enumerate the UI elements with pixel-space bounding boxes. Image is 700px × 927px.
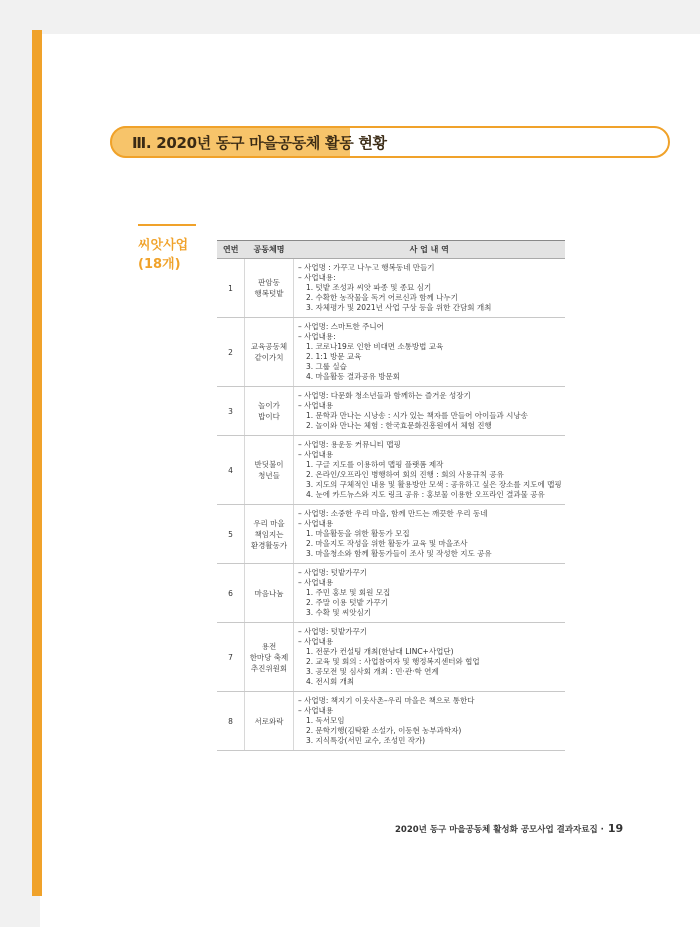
description-heading: – 사업명: 책지기 이웃사촌–우리 마을은 책으로 통한다 (298, 696, 475, 705)
page-number: 19 (607, 822, 624, 835)
community-name (245, 505, 294, 564)
table-row (217, 692, 565, 751)
row-number: 1 (217, 259, 245, 318)
description-item: 3. 지도의 구체적인 내용 및 활용방안 모색 : 공유하고 싶은 장소를 지도에 맵핑 (306, 480, 562, 489)
description-item: 4. 마을활동 결과공유 방문회 (306, 372, 401, 381)
row-number: 8 (217, 692, 245, 751)
description-item: 1. 독서모임 (306, 716, 345, 725)
description-item: 2. 마을지도 작성을 위한 활동가 교육 및 마을조사 (306, 539, 468, 548)
description-item: 2. 수확한 농작물을 독거 어르신과 함께 나누기 (306, 293, 458, 302)
page-footer (395, 822, 623, 835)
description-item: 1. 구글 지도를 이용하여 맵핑 플랫폼 제작 (306, 460, 444, 469)
community-name-line: 한마당 축제 (249, 652, 289, 662)
community-name-line: 마음나눔 (254, 588, 284, 598)
description-item: 4. 전시회 개최 (306, 677, 355, 686)
table-header-row (217, 241, 565, 259)
activity-description (294, 564, 566, 623)
community-name-line: 행복텃밭 (254, 289, 284, 298)
description-item: 1. 문학과 만나는 시낭송 : 시가 있는 책자를 만들어 아이들과 시낭송 (306, 411, 528, 420)
description-item: 1. 주민 홍보 및 회원 모집 (306, 588, 391, 597)
description-item: 3. 지식특강(서민 교수, 조성민 작가) (306, 736, 426, 745)
category-count: (18개) (138, 257, 181, 272)
description-heading: – 사업내용: (298, 332, 336, 341)
description-item: 3. 수확 및 씨앗심기 (306, 608, 372, 617)
table-row (217, 318, 565, 387)
side-accent-bar (32, 30, 42, 896)
description-item: 2. 놀이와 만나는 체험 : 한국효문화진흥원에서 체험 진행 (306, 421, 492, 430)
header-name: 공동체명 (245, 241, 294, 259)
description-heading: – 사업내용: (298, 273, 336, 282)
community-name (245, 318, 294, 387)
description-item: 2. 교육 및 회의 : 사업참여자 및 행정복지센터와 협업 (306, 657, 480, 666)
table-row (217, 623, 565, 692)
community-name-line: 반딧불이 (254, 460, 284, 469)
section-title-text: Ⅲ. 2020년 동구 마을공동체 활동 현황 (132, 134, 387, 152)
description-item: 3. 그룹 실습 (306, 362, 347, 371)
table-row (217, 564, 565, 623)
header-desc: 사 업 내 역 (294, 241, 566, 259)
description-item: 1. 전문가 컨설팅 개최(한남대 LINC+사업단) (306, 647, 454, 656)
community-name-line: 놀이가 (258, 401, 280, 410)
activity-description (294, 387, 566, 436)
activity-description (294, 623, 566, 692)
description-item: 1. 마을활동을 위한 활동가 모집 (306, 529, 410, 538)
community-name-line: 환경활동가 (250, 540, 288, 550)
description-heading: – 사업명 : 가꾸고 나누고 행복동네 만들기 (298, 263, 435, 272)
section-title (110, 126, 675, 160)
description-heading: – 사업내용 (298, 706, 334, 715)
community-name (245, 387, 294, 436)
activity-description (294, 259, 566, 318)
community-name-line: 밥이다 (258, 412, 280, 421)
table-row (217, 259, 565, 318)
description-heading: – 사업명: 스마트한 주니어 (298, 322, 384, 331)
description-item: 2. 문학기행(김탁환 소설가, 이동현 농부과학자) (306, 726, 462, 735)
activity-description (294, 692, 566, 751)
description-heading: – 사업명: 용운동 커뮤니티 맵핑 (298, 440, 401, 449)
activity-table (217, 240, 565, 751)
activity-description (294, 436, 566, 505)
description-item: 2. 주말 이용 텃밭 가꾸기 (306, 598, 388, 607)
description-item: 2. 온라인/오프라인 병행하여 회의 진행 : 회의 사용규칙 공유 (306, 470, 504, 479)
description-item: 3. 자체평가 및 2021년 사업 구상 등을 위한 간담회 개최 (306, 303, 492, 312)
table-row (217, 436, 565, 505)
table-row (217, 387, 565, 436)
description-heading: – 사업명: 다문화 청소년들과 함께하는 즐거운 성장기 (298, 391, 471, 400)
community-name (245, 436, 294, 505)
description-item: 1. 텃밭 조성과 씨앗 파종 및 종묘 심기 (306, 283, 432, 292)
row-number: 3 (217, 387, 245, 436)
header-no: 연번 (217, 241, 245, 259)
description-heading: – 사업명: 소중한 우리 마을, 함께 만드는 깨끗한 우리 동네 (298, 509, 488, 518)
community-name-line: 같이가치 (254, 353, 284, 362)
row-number: 4 (217, 436, 245, 505)
row-number: 6 (217, 564, 245, 623)
category-label (138, 236, 188, 274)
row-number: 7 (217, 623, 245, 692)
community-name (245, 259, 294, 318)
community-name-line: 책임지는 (254, 529, 284, 539)
description-heading: – 사업내용 (298, 450, 334, 459)
row-number: 2 (217, 318, 245, 387)
row-number: 5 (217, 505, 245, 564)
community-name-line: 교육공동체 (250, 342, 288, 351)
activity-description (294, 505, 566, 564)
description-item: 2. 1:1 방문 교육 (306, 352, 362, 361)
community-name (245, 692, 294, 751)
community-name (245, 623, 294, 692)
description-heading: – 사업내용 (298, 637, 334, 646)
description-heading: – 사업내용 (298, 578, 334, 587)
community-name-line: 용전 (261, 641, 277, 651)
community-name-line: 청년들 (258, 471, 280, 480)
description-item: 3. 마을청소와 함께 활동가들이 조사 및 작성한 지도 공유 (306, 549, 492, 558)
community-name-line: 서로와락 (254, 716, 284, 726)
description-item: 1. 코로나19로 인한 비대면 소통방법 교육 (306, 342, 444, 351)
category-rule (138, 224, 196, 226)
description-heading: – 사업명: 텃밭가꾸기 (298, 627, 368, 636)
description-item: 3. 공모전 및 심사회 개최 : 민·관·학 연계 (306, 667, 439, 676)
community-name-line: 우리 마을 (253, 518, 285, 528)
description-item: 4. 눈에 카드뉴스와 지도 링크 공유 : 홍보물 이용한 오프라인 결과물 공유 (306, 490, 545, 499)
category-name: 씨앗사업 (138, 238, 189, 253)
description-heading: – 사업내용 (298, 401, 334, 410)
footer-text: 2020년 동구 마을공동체 활성화 공모사업 결과자료집 · (395, 825, 604, 835)
activity-description (294, 318, 566, 387)
description-heading: – 사업내용 (298, 519, 334, 528)
community-name-line: 추진위원회 (250, 663, 288, 673)
description-heading: – 사업명: 텃밭가꾸기 (298, 568, 368, 577)
table-body (217, 259, 565, 751)
community-name-line: 판암동 (258, 278, 280, 287)
table-row (217, 505, 565, 564)
community-name (245, 564, 294, 623)
